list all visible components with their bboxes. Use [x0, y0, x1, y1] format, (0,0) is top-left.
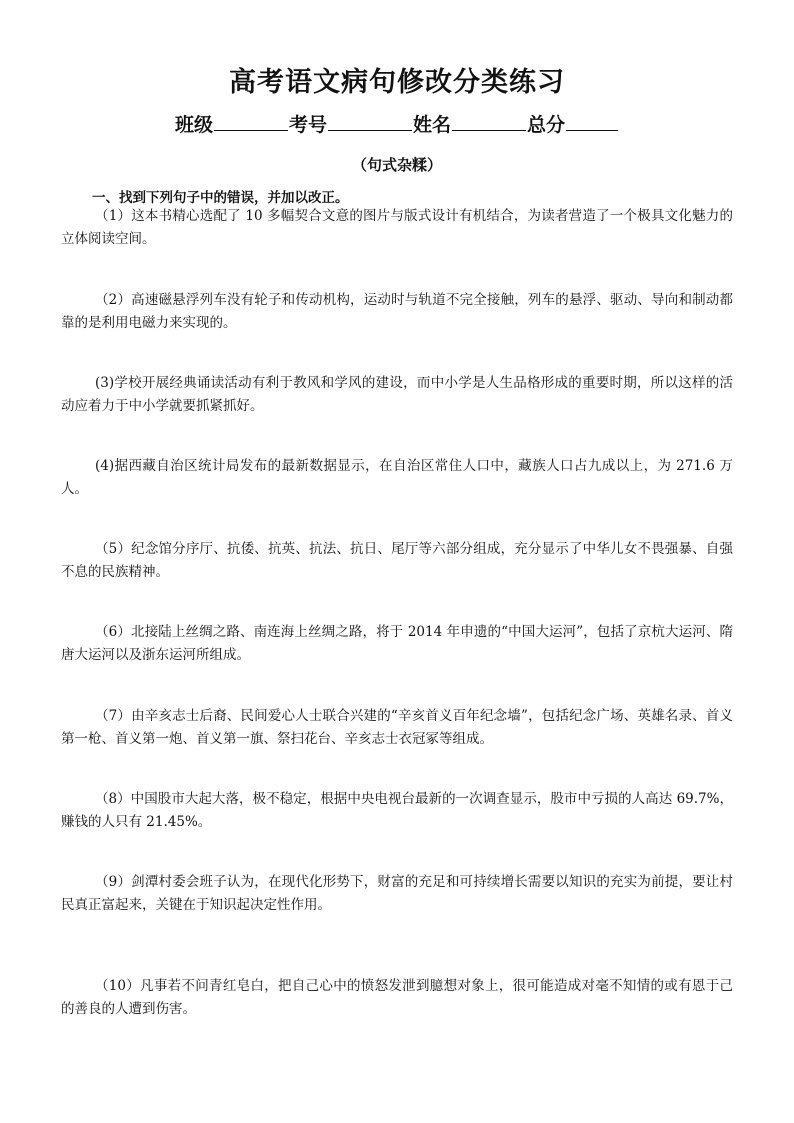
total-blank — [566, 112, 618, 131]
exercise-item-1: （1）这本书精心选配了 10 多幅契合文意的图片与版式设计有机结合，为读者营造了一个极具文化魅力的立体阅读空间。 — [61, 208, 733, 247]
name-blank — [452, 112, 526, 131]
exercise-item-3: (3)学校开展经典诵读活动有利于教风和学风的建设，而中小学是人生品格形成的重要时期，所以这样的活动应着力于中小学就要抓紧抓好。 — [61, 375, 733, 414]
exercise-item-5: （5）纪念馆分序厅、抗倭、抗英、抗法、抗日、尾厅等六部分组成，充分显示了中华儿女不畏强暴、自强不息的民族精神。 — [61, 541, 733, 580]
exercise-item-6: （6）北接陆上丝绸之路、南连海上丝绸之路，将于 2014 年申遗的“中国大运河”，包括了京杭大运河、隋唐大运河以及浙东运河所组成。 — [61, 624, 733, 663]
exercise-item-10: （10）凡事若不问青红皂白，把自己心中的愤怒发泄到臆想对象上，很可能造成对毫不知情的或有恩于己的善良的人遭到伤害。 — [61, 978, 733, 1017]
exercise-item-8: （8）中国股市大起大落，极不稳定，根据中央电视台最新的一次调查显示，股市中亏损的人高达 69.7%，赚钱的人只有 21.45%。 — [61, 791, 733, 830]
exercise-item-9: （9）剑潭村委会班子认为，在现代化形势下，财富的充足和可持续增长需要以知识的充实为前提，要让村民真正富起来，关键在于知识起决定性作用。 — [61, 874, 733, 913]
exercise-item-7: （7）由辛亥志士后裔、民间爱心人士联合兴建的“辛亥首义百年纪念墙”，包括纪念广场、英雄名录、首义第一枪、首义第一炮、首义第一旗、祭扫花台、辛亥志士衣冠冢等组成。 — [61, 708, 733, 747]
class-label: 班级 — [174, 114, 213, 136]
class-blank — [214, 112, 288, 131]
instruction-text: 一、找到下列句子中的错误，并加以改正。 — [92, 190, 349, 206]
page-title: 高考语文病句修改分类练习 — [229, 67, 565, 98]
name-label: 姓名 — [413, 114, 452, 136]
exam-no-label: 考号 — [288, 114, 327, 136]
exercise-item-4: (4)据西藏自治区统计局发布的最新数据显示，在自治区常住人口中，藏族人口占九成以上，为 271.6 万人。 — [61, 458, 733, 497]
total-label: 总分 — [527, 114, 566, 136]
exercise-item-2: （2）高速磁悬浮列车没有轮子和传动机构，运动时与轨道不完全接触，列车的悬浮、驱动、导向和制动都靠的是利用电磁力来实现的。 — [61, 292, 733, 331]
student-info-line — [0, 110, 794, 137]
section-subtitle: （句式杂糅） — [351, 156, 442, 174]
exam-no-blank — [328, 112, 412, 131]
